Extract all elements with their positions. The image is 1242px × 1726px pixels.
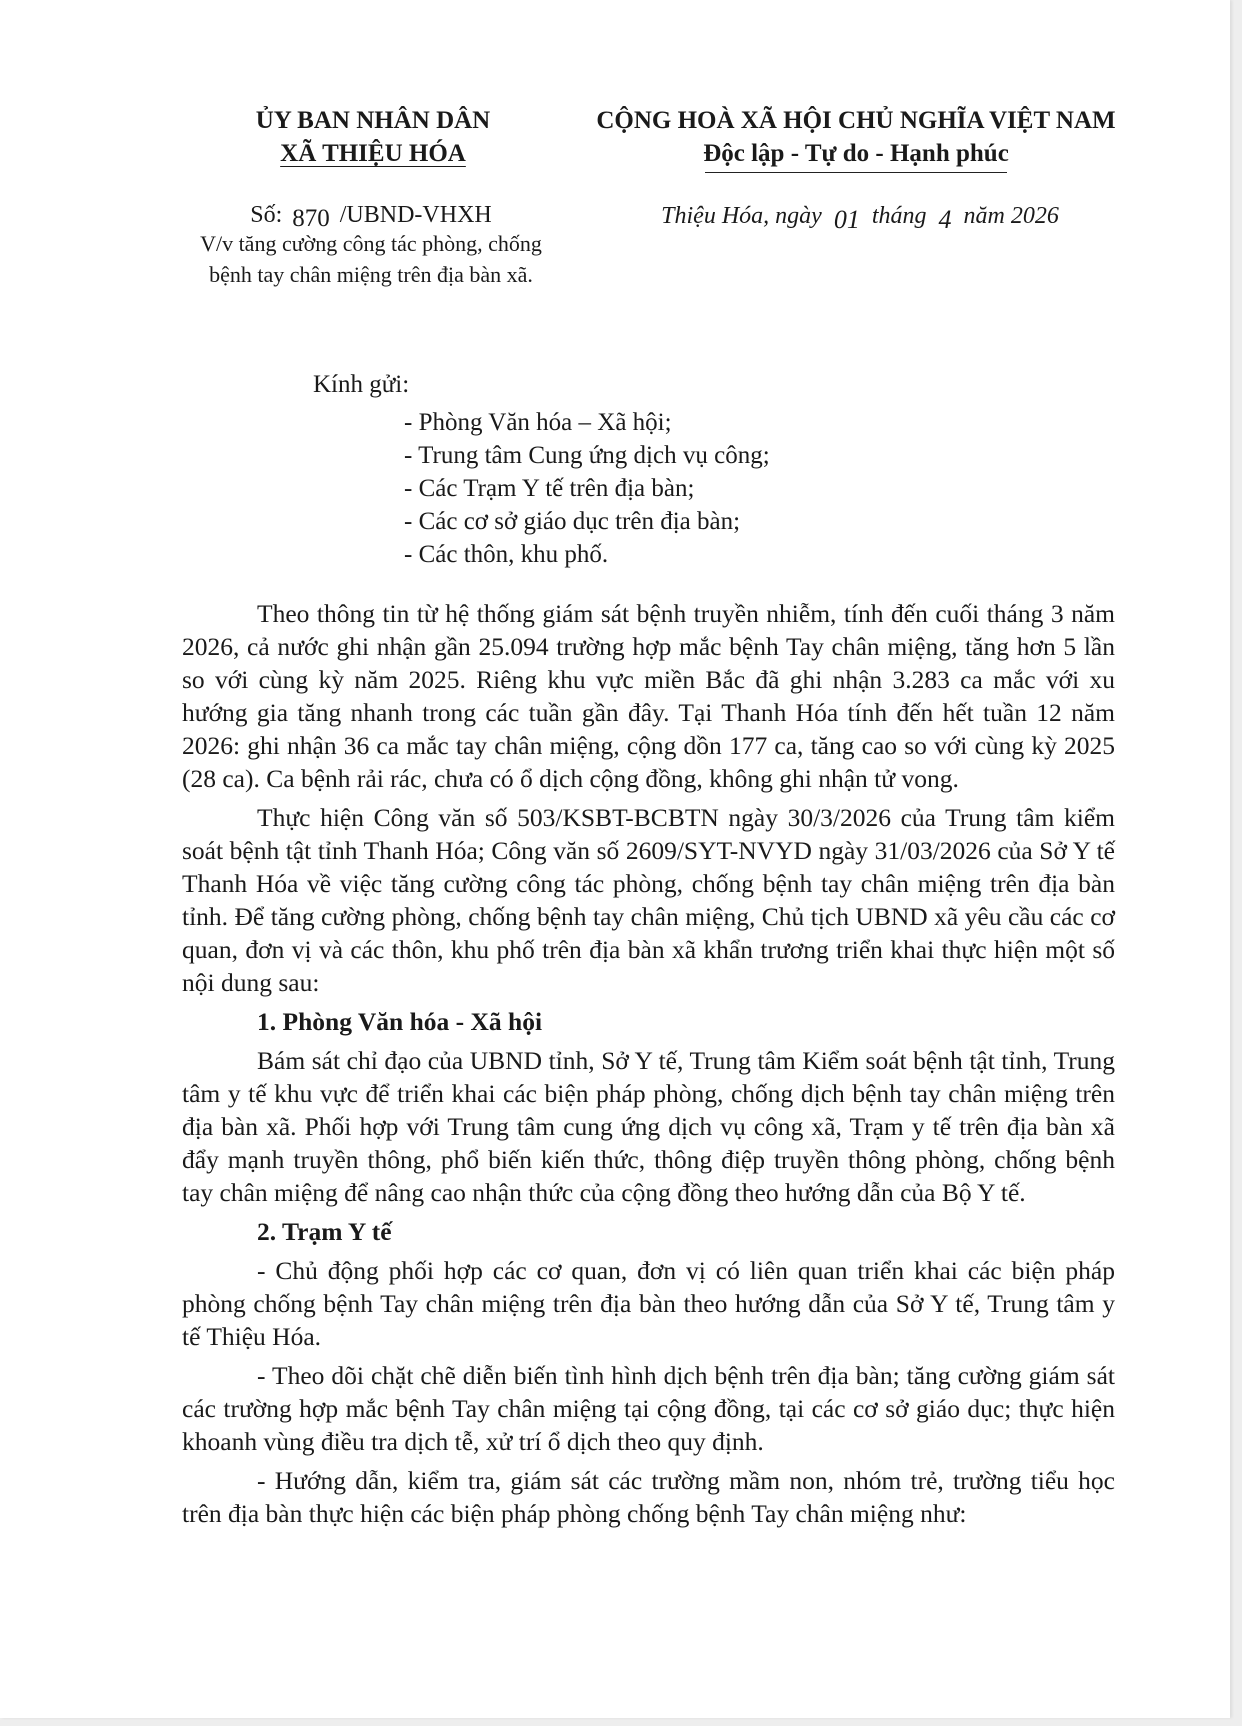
recipient-list: [404, 406, 770, 571]
doc-number-suffix: /UBND-VHXH: [339, 202, 492, 228]
document-number: [192, 200, 550, 230]
agency-line-2: XÃ THIỆU HÓA: [280, 140, 466, 167]
document-subject: V/v tăng cường công tác phòng, chống bệnh tay chân miệng trên địa bàn xã.: [200, 231, 542, 287]
national-motto: Độc lập - Tự do - Hạnh phúc: [703, 137, 1009, 170]
body-paragraph: Theo thông tin từ hệ thống giám sát bệnh truyền nhiễm, tính đến cuối tháng 3 năm 2026, cả nước ghi nhận gần 25.094 trường hợp mắc bệnh Tay chân miệng, tăng hơn 5 lần so với cùng kỳ năm 2025. Riêng khu vực miền Bắc đã ghi nhận 3.283 ca mắc với xu hướng gia tăng nhanh trong các tuần gần đây. Tại Thanh Hóa tính đến hết tuần 12 năm 2026: ghi nhận 36 ca mắc tay chân miệng, cộng dồn 177 ca, tăng cao so với cùng kỳ 2025 (28 ca). Ca bệnh rải rác, chưa có ổ dịch cộng đồng, không ghi nhận tử vong.: [182, 599, 1115, 793]
recipient-item: - Các cơ sở giáo dục trên địa bàn;: [404, 508, 741, 535]
body-paragraph: - Hướng dẫn, kiểm tra, giám sát các trường mầm non, nhóm trẻ, trường tiểu học trên địa bàn thực hiện các biện pháp phòng chống bệnh Tay chân miệng như:: [182, 1466, 1115, 1528]
section-heading: 1. Phòng Văn hóa - Xã hội: [257, 1007, 543, 1036]
body-paragraph: Bám sát chỉ đạo của UBND tỉnh, Sở Y tế, Trung tâm Kiểm soát bệnh tật tỉnh, Trung tâm y tế khu vực để triển khai các biện pháp phòng, chống dịch bệnh tay chân miệng trên địa bàn xã. Phối hợp với Trung tâm cung ứng dịch vụ công xã, Trạm y tế trên địa bàn xã đẩy mạnh truyền thông, phổ biến kiến thức, thông điệp truyền thông phòng, chống bệnh tay chân miệng để nâng cao nhận thức của cộng đồng theo hướng dẫn của Bộ Y tế.: [182, 1046, 1115, 1207]
recipient-item: - Phòng Văn hóa – Xã hội;: [404, 409, 672, 436]
document-body: [182, 597, 1115, 1536]
issuing-agency: [208, 104, 538, 170]
date-day: 01: [833, 205, 860, 234]
recipient-item: - Trung tâm Cung ứng dịch vụ công;: [404, 442, 770, 469]
section-heading: 2. Trạm Y tế: [257, 1217, 392, 1246]
date-place-prefix: Thiệu Hóa, ngày: [661, 203, 822, 229]
date-month-label: tháng: [871, 203, 927, 229]
agency-line-1: ỦY BAN NHÂN DÂN: [255, 107, 491, 134]
national-heading: [556, 104, 1156, 170]
doc-number-prefix: Số:: [250, 202, 283, 228]
place-and-date: [560, 200, 1160, 234]
recipient-item: - Các thôn, khu phố.: [404, 541, 609, 568]
body-paragraph: - Chủ động phối hợp các cơ quan, đơn vị có liên quan triển khai các biện pháp phòng chống bệnh Tay chân miệng trên địa bàn theo hướng dẫn của Sở Y tế, Trung tâm y tế Thiệu Hóa.: [182, 1256, 1115, 1351]
body-paragraph: - Theo dõi chặt chẽ diễn biến tình hình dịch bệnh trên địa bàn; tăng cường giám sát các trường hợp mắc bệnh Tay chân miệng tại cộng đồng, tại các cơ sở giáo dục; thực hiện khoanh vùng điều tra dịch tễ, xử trí ổ dịch theo quy định.: [182, 1361, 1115, 1456]
recipient-item: - Các Trạm Y tế trên địa bàn;: [404, 475, 695, 502]
nation-title: CỘNG HOÀ XÃ HỘI CHỦ NGHĨA VIỆT NAM: [596, 107, 1116, 134]
greeting: Kính gửi:: [313, 371, 410, 398]
doc-number-value: 870: [292, 205, 330, 232]
date-year: năm 2026: [963, 203, 1059, 229]
date-month: 4: [938, 205, 952, 234]
body-paragraph: Thực hiện Công văn số 503/KSBT-BCBTN ngày 30/3/2026 của Trung tâm kiểm soát bệnh tật tỉnh Thanh Hóa; Công văn số 2609/SYT-NVYD ngày 31/03/2026 của Sở Y tế Thanh Hóa về việc tăng cường công tác phòng, chống bệnh tay chân miệng trên địa bàn tỉnh. Để tăng cường phòng, chống bệnh tay chân miệng, Chủ tịch UBND xã yêu cầu các cơ quan, đơn vị và các thôn, khu phố trên địa bàn xã khẩn trương triển khai thực hiện một số nội dung sau:: [182, 803, 1115, 997]
